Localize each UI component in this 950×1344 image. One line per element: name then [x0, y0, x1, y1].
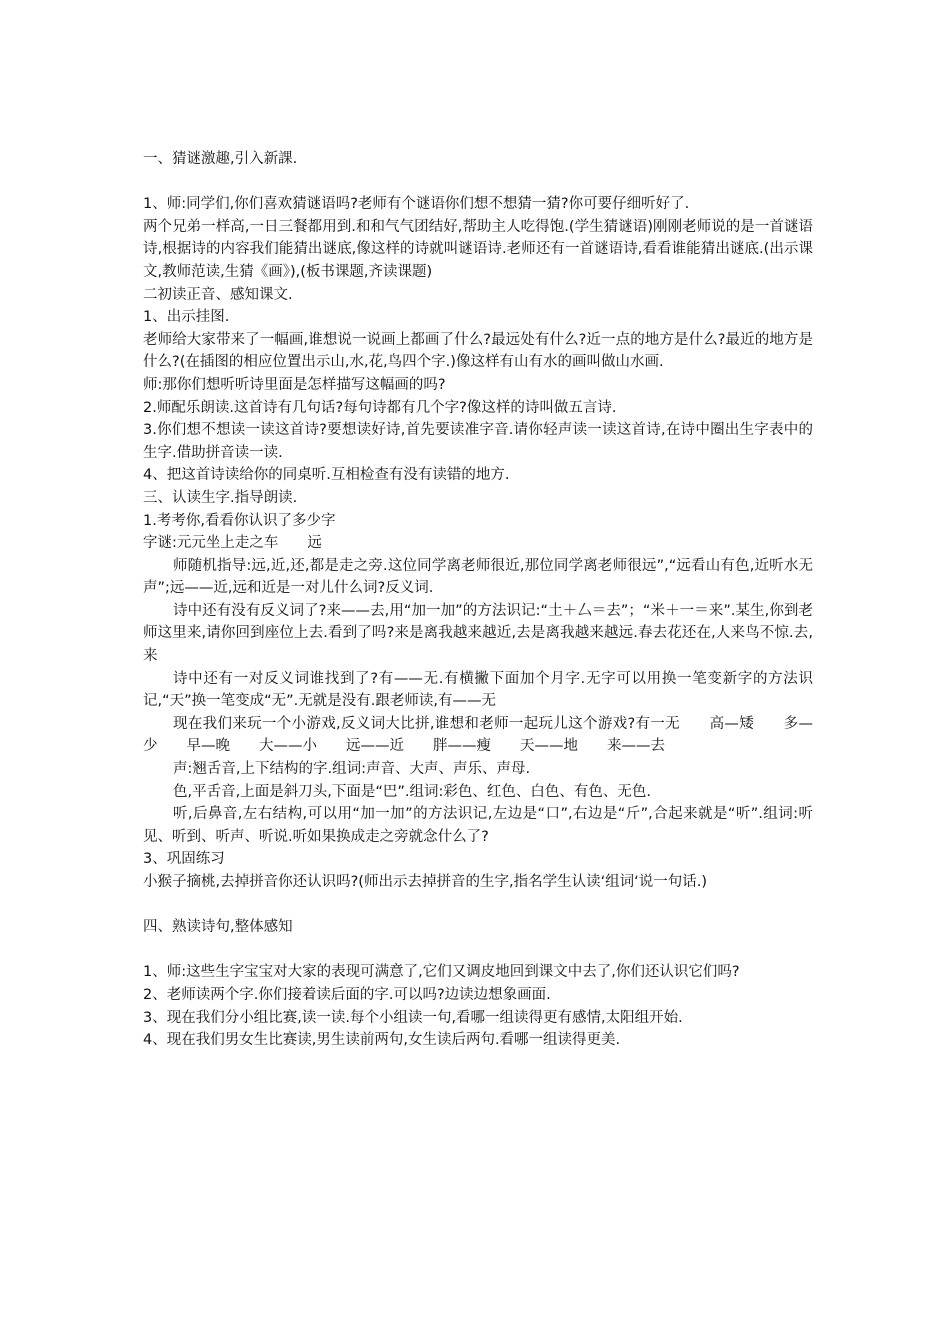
paragraph: 色,平舌音,上面是斜刀头,下面是“巴”.组词:彩色、红色、白色、有色、无色.: [173, 783, 651, 800]
paragraph: 师随机指导:远,近,还,都是走之旁.这位同学离老师很近,那位同学离老师很远”,“远看山有色,近听水无声”;远——近,远和近是一对儿什么词?反义词.: [143, 557, 813, 597]
paragraph: 3.你们想不想读一读这首诗?要想读好诗,首先要读准字音.请你轻声读一读这首诗,在诗中圈出生字表中的生字.借助拼音读一读.: [143, 422, 813, 461]
paragraph: 老师给大家带来了一幅画,谁想说一说画上都画了什么?最远处有什么?近一点的地方是什么?最近的地方是什么?(在插图的相应位置出示山,水,花,鸟四个字.)像这样有山有水的画叫做山水画.: [143, 331, 813, 371]
heading-1: 一、猜谜激趣,引入新課.: [143, 151, 298, 167]
paragraph: 3、巩固练习: [143, 851, 225, 868]
paragraph: 1、师:这些生字宝宝对大家的表现可满意了,它们又调皮地回到课文中去了,你们还认识它们吗?: [143, 964, 740, 981]
paragraph: 现在我们来玩一个小游戏,反义词大比拼,谁想和老师一起玩儿这个游戏?有一无 高—矮 多—少 早—晚 大——小 远——近 胖——瘦 天——地 来——去: [143, 715, 813, 755]
paragraph: 4、现在我们男女生比赛读,男生读前两句,女生读后两句.看哪一组读得更美.: [143, 1032, 621, 1049]
document-body: [143, 148, 813, 1052]
paragraph: 1、出示挂图.: [143, 309, 230, 326]
paragraph: 4、把这首诗读给你的同桌听.互相检查有没有读错的地方.: [143, 467, 510, 484]
heading-3: 三、认读生字.指导朗读.: [143, 489, 298, 506]
heading-2: 二初读正音、感知课文.: [143, 286, 293, 303]
paragraph: 2.师配乐朗读.这首诗有几句话?每句诗都有几个字?像这样的诗叫做五言诗.: [143, 399, 617, 416]
paragraph: 诗中还有没有反义词了?来——去,用“加一加”的方法识记:“土＋厶＝去”；“米＋一＝来”.某生,你到老师这里来,请你回到座位上去.看到了吗?来是离我越来越近,去是离我越来越远.春去花还在,人来鸟不惊.去,来: [143, 602, 813, 665]
heading-4: 四、熟读诗句,整体感知: [143, 919, 293, 936]
paragraph: 听,后鼻音,左右结构,可以用“加一加”的方法识记,左边是“口”,右边是“斤”,合起来就是“听”.组词:听见、听到、听声、听说.听如果换成走之旁就念什么了?: [143, 806, 813, 845]
paragraph: 1.考考你,看看你认识了多少字: [143, 512, 336, 529]
paragraph: 3、现在我们分小组比赛,读一读.每个小组读一句,看哪一组读得更有感情,太阳组开始.: [143, 1009, 683, 1026]
paragraph: 小猴子摘桃,去掉拼音你还认识吗?(师出示去掉拼音的生字,指名学生认读‘组词‘说一句话.): [143, 874, 708, 890]
paragraph: 诗中还有一对反义词谁找到了?有——无.有横撇下面加个月字.无字可以用换一笔变新字的方法识记,“天”换一笔变成“无”.无就是没有.跟老师读,有——无: [143, 670, 813, 710]
paragraph: 字谜:元元坐上走之车 远: [143, 535, 322, 552]
paragraph: 2、老师读两个字.你们接着读后面的字.可以吗?边读边想象画面.: [143, 986, 551, 1003]
paragraph: 两个兄弟一样高,一日三餐都用到.和和气气团结好,帮助主人吃得饱.(学生猜谜语)刚刚老师说的是一首谜语诗,根据诗的内容我们能猜出谜底,像这样的诗就叫谜语诗.老师还有一首谜语诗,看看谁能猜出谜底.(出示课文,教师范读,生猜《画》),(板书课题,齐读课题): [143, 218, 813, 280]
paragraph: 1、师:同学们,你们喜欢猜谜语吗?老师有个谜语你们想不想猜一猜?你可要仔细听好了.: [143, 196, 690, 213]
paragraph: 声:翘舌音,上下结构的字.组词:声音、大声、声乐、声母.: [173, 761, 531, 778]
paragraph: 师:那你们想听听诗里面是怎样描写这幅画的吗?: [143, 376, 446, 393]
